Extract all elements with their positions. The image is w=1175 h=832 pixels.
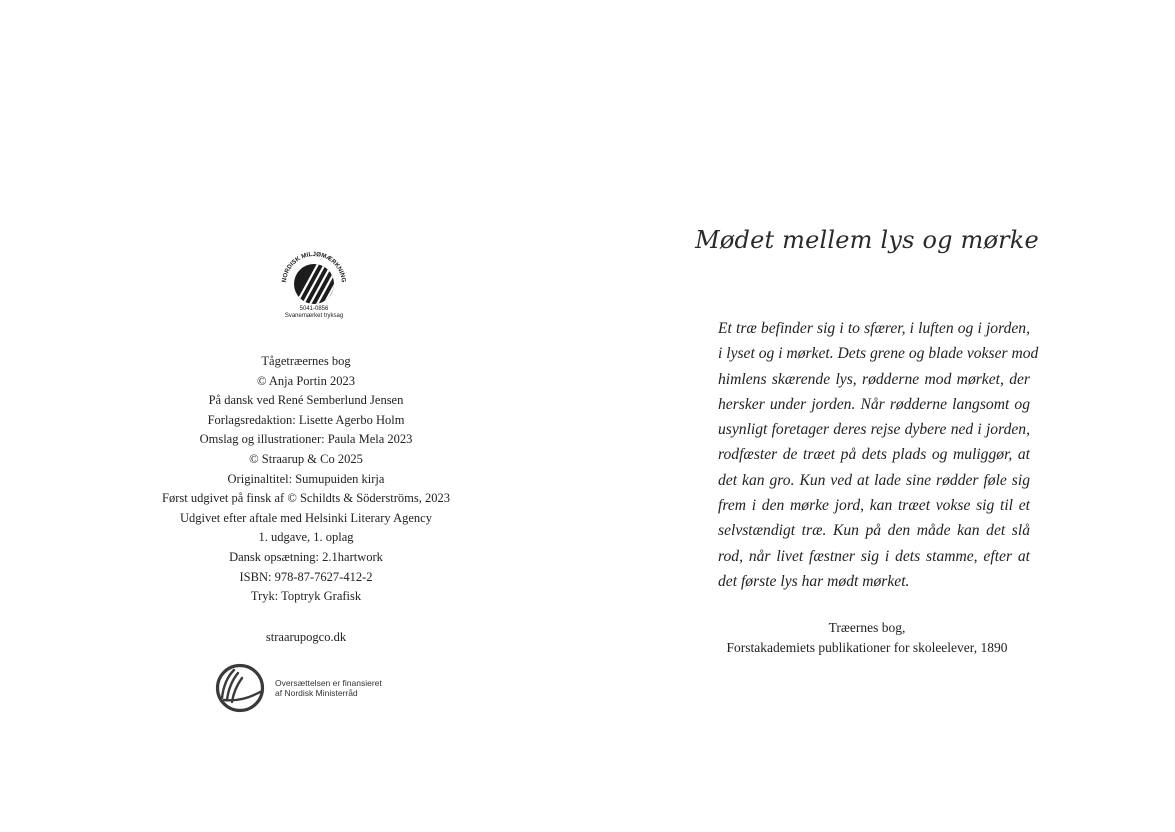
epigraph-line: usynligt foretager deres rejse dybere ned i jorden, [718,421,1030,439]
colophon-line: Tågetræernes bog [261,354,351,368]
epigraph-line: selvstændigt træ. Kun på den måde kan det slå [718,522,1030,540]
nordic-council-credit [275,678,435,698]
epigraph-line: himlens skærende lys, rødderne mod mørket, der [718,370,1030,388]
colophon-line: 1. udgave, 1. oplag [258,530,354,545]
chapter-title: Mødet mellem lys og mørke [695,226,1039,254]
nordic-credit-line: Oversættelsen er finansieret [275,678,382,688]
colophon-line: Udgivet efter aftale med Helsinki Literary Agency [180,510,432,525]
epigraph-line: rodfæster de træet på dets plads og muliggør, at [718,446,1030,464]
epigraph-line: frem i den mørke jord, kan træet vokse sig til et [718,497,1030,515]
colophon-line: © Straarup & Co 2025 [249,451,363,466]
epigraph-line: det første lys har mødt mørket. [718,572,910,590]
nordic-swan-circle-icon [214,662,266,714]
ecolabel-caption-block [256,306,372,320]
colophon-line: Forlagsredaktion: Lisette Agerbo Holm [207,412,405,427]
nordic-credit-line: af Nordisk Ministerråd [275,688,358,698]
epigraph-line: det kan gro. Kun ved at lade sine rødder føle sig [718,471,1030,489]
colophon [106,352,506,607]
ecolabel-caption: Svanemærket tryksag [284,313,344,319]
ecolabel-number: 5041-0856 [299,306,329,312]
ecolabel-arc-text: NORDISK MILJØMÆRKNING [280,250,348,283]
source-title: Træernes bog, [828,620,906,635]
colophon-line: Tryk: Toptryk Grafisk [250,589,362,604]
epigraph-line: rod, når livet fæstner sig i dets stamme, efter at [718,547,1030,565]
epigraph-source [702,618,1032,657]
colophon-line: ISBN: 978-87-7627-412-2 [239,569,373,584]
colophon-line: På dansk ved René Semberlund Jensen [208,393,404,408]
epigraph-line: i lyset og i mørket. Dets grene og blade vokser mod [718,345,1039,363]
epigraph-text [718,316,1039,594]
epigraph-line: Et træ befinder sig i to sfærer, i luften og i jorden, [718,320,1030,337]
colophon-line: Først udgivet på finsk af © Schildts & Söderströms, 2023 [162,491,450,506]
colophon-line: © Anja Portin 2023 [256,373,356,388]
colophon-line: Originaltitel: Sumupuiden kirja [227,471,385,486]
publisher-website: straarupogco.dk [265,630,347,644]
colophon-line: Dansk opsætning: 2.1hartwork [229,549,383,564]
colophon-line: Omslag og illustrationer: Paula Mela 2023 [199,432,413,447]
epigraph-page [612,0,1175,832]
epigraph-line: hersker under jorden. Når rødderne langsomt og [718,395,1030,413]
source-publication: Forstakademiets publikationer for skoleelever, 1890 [726,639,1008,655]
